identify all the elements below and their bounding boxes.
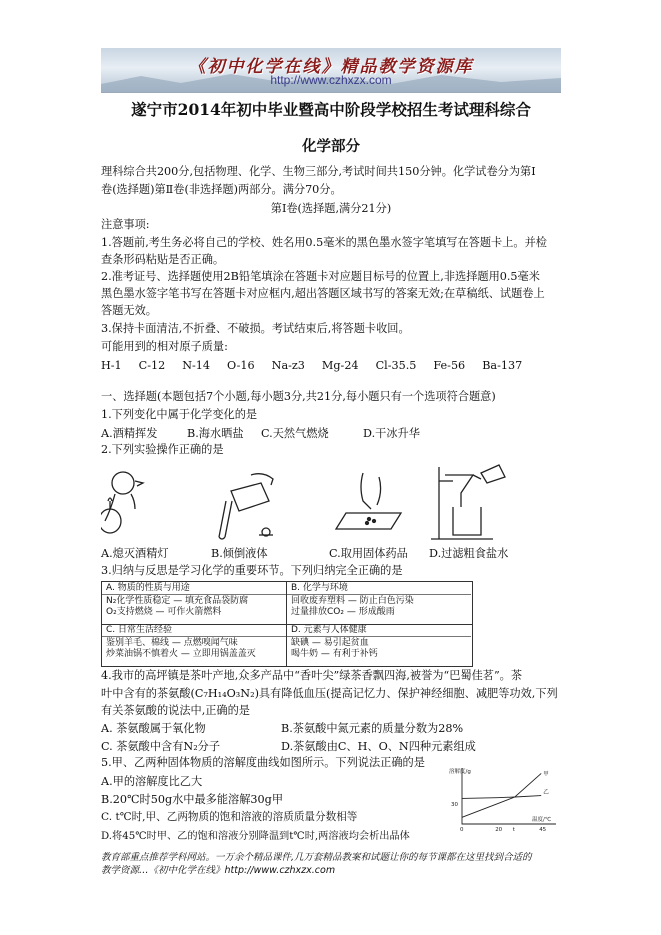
option: B.茶氨酸中氮元素的质量分数为28% — [281, 722, 464, 735]
mass-item: Ba-137 — [482, 359, 523, 372]
x-axis-label: 温度/℃ — [532, 817, 552, 823]
cell-line: 鉴别羊毛、棉线 — 点燃嗅闻气味 — [106, 638, 238, 648]
mass-item: N-14 — [182, 359, 211, 372]
mass-item: O-16 — [227, 359, 255, 372]
x-tick-label: 20 — [495, 827, 503, 833]
option: D.茶氨酸由C、H、O、N四种元素组成 — [281, 740, 476, 753]
option: D.将45℃时甲、乙的饱和溶液分别降温到t℃时,两溶液均会析出晶体 — [101, 831, 410, 842]
cell-line: N₂化学性质稳定 — 填充食品袋防腐 — [106, 596, 249, 606]
series-label: 甲 — [543, 771, 549, 778]
note-line: 2.准考证号、选择题使用2B铅笔填涂在答题卡对应题目标号的位置上,非选择题用0.5毫米 — [101, 270, 540, 283]
note-line: 查条形码粘贴是否正确。 — [101, 253, 225, 266]
cell-line: 过量排放CO₂ — 形成酸雨 — [291, 607, 395, 617]
blow-out-lamp-illustration — [101, 472, 143, 533]
option: D.干冰升华 — [363, 427, 420, 440]
cell-heading: A. 物质的性质与用途 — [102, 583, 286, 595]
cell-line: 炒菜油锅不慎着火 — 立即用锅盖盖灭 — [106, 649, 256, 659]
header-banner — [101, 48, 561, 93]
banner-url[interactable]: http://www.czhxzx.com — [270, 73, 392, 87]
option: C. t℃时,甲、乙两物质的饱和溶液的溶质质量分数相等 — [101, 811, 358, 823]
cell-line: 缺碘 — 易引起贫血 — [291, 638, 369, 648]
part-heading: 一、选择题(本题包括7个小题,每小题3分,共21分,每小题只有一个选项符合题意) — [101, 390, 496, 403]
table-cell — [287, 624, 471, 666]
table-cell — [287, 582, 471, 624]
solubility-chart — [448, 764, 561, 834]
lab-operations-figure — [101, 461, 561, 541]
pour-liquid-illustration — [219, 474, 273, 539]
cell-heading: D. 元素与人体健康 — [287, 625, 471, 637]
option: A. 茶氨酸属于氧化物 — [101, 722, 206, 735]
series-line-1 — [462, 796, 541, 799]
mass-item: Cl-35.5 — [375, 359, 417, 372]
cell-line: 回收废弃塑料 — 防止白色污染 — [291, 596, 414, 606]
q4-options-row — [101, 720, 463, 736]
option: A.甲的溶解度比乙大 — [101, 775, 203, 788]
x-tick-label: 45 — [539, 827, 547, 833]
x-tick-label: 0 — [460, 827, 464, 833]
take-solid-illustration — [336, 473, 401, 529]
option: B.海水晒盐 — [187, 427, 244, 440]
question-text: 有关茶氨酸的说法中,正确的是 — [101, 704, 250, 717]
cell-heading: B. 化学与环境 — [287, 583, 471, 595]
atomic-masses — [101, 359, 561, 372]
mass-item: Fe-56 — [433, 359, 466, 372]
x-tick-label: t — [512, 827, 515, 833]
question-stem: 3.归纳与反思是学习化学的重要环节。下列归纳完全正确的是 — [101, 564, 403, 577]
mass-item: C-12 — [138, 359, 166, 372]
question-stem: 2.下列实验操作正确的是 — [101, 443, 224, 456]
intro-line: 卷(选择题)第Ⅱ卷(非选择题)两部分。满分70分。 — [101, 183, 342, 196]
page-subtitle: 化学部分 — [302, 138, 360, 155]
table-cell — [102, 624, 286, 666]
footer — [101, 851, 561, 877]
y-axis-label: 溶解度/g — [449, 769, 471, 775]
banner-title: 《初中化学在线》精品教学资源库 — [188, 57, 474, 77]
mass-item: H-1 — [101, 359, 122, 372]
option: A.熄灭酒精灯 — [101, 547, 169, 560]
note-line: 黑色墨水签字笔书写在答题卡对应框内,超出答题区域书写的答案无效;在草稿纸、试题卷上 — [101, 287, 545, 300]
note-line: 答题无效。 — [101, 304, 157, 317]
mass-item: Na-z3 — [271, 359, 305, 372]
option: B.倾倒液体 — [211, 547, 268, 560]
section-heading: 第Ⅰ卷(选择题,满分21分) — [270, 202, 392, 215]
page-title: 遂宁市2014年初中毕业暨高中阶段学校招生考试理科综合 — [131, 100, 531, 119]
series-line-0 — [462, 773, 541, 817]
notes-heading: 注意事项: — [101, 218, 150, 231]
axes — [462, 768, 556, 824]
footer-line: 教育部重点推荐学科网站。一万余个精品课件,几万套精品教案和试题让你的每节课都在这里找到合适的 — [101, 852, 532, 863]
option: C.天然气燃烧 — [261, 427, 329, 440]
q3-table — [101, 581, 473, 667]
question-text: 4.我市的高坪镇是茶叶产地,众多产品中“香叶尖”绿茶香飘四海,被誉为“巴蜀佳茗”。茶 — [101, 669, 523, 682]
option: A.酒精挥发 — [101, 427, 158, 440]
cell-line: 喝牛奶 — 有利于补钙 — [291, 649, 378, 659]
table-cell — [102, 582, 286, 624]
option: D.过滤粗食盐水 — [429, 547, 509, 560]
masses-heading: 可能用到的相对原子质量: — [101, 340, 228, 353]
intro-line: 理科综合共200分,包括物理、化学、生物三部分,考试时间共150分钟。化学试卷分为第Ⅰ — [101, 165, 536, 178]
q1-options — [101, 425, 420, 441]
option: C. 茶氨酸中含有N₂分子 — [101, 740, 221, 753]
q4-options-row — [101, 738, 476, 754]
option: B.20℃时50g水中最多能溶解30g甲 — [101, 793, 284, 806]
note-line: 1.答题前,考生务必将自己的学校、姓名用0.5毫米的黑色墨水签字笔填写在答题卡上。并检 — [101, 236, 547, 249]
question-stem: 1.下列变化中属于化学变化的是 — [101, 408, 258, 421]
option: C.取用固体药品 — [329, 547, 408, 560]
question-stem: 5.甲、乙两种固体物质的溶解度曲线如图所示。下列说法正确的是 — [101, 756, 425, 769]
series-label: 乙 — [543, 789, 549, 796]
cell-heading: C. 日常生活经验 — [102, 625, 286, 637]
q2-options — [101, 545, 508, 561]
cell-line: O₂支持燃烧 — 可作火箭燃料 — [106, 607, 222, 617]
mass-item: Mg-24 — [321, 359, 359, 372]
note-line: 3.保持卡面清洁,不折叠、不破损。考试结束后,将答题卡收回。 — [101, 322, 410, 335]
footer-line[interactable]: 教学资源…《初中化学在线》http://www.czhxzx.com — [101, 865, 336, 876]
y-tick-label: 30 — [451, 801, 458, 808]
filtration-illustration — [431, 465, 505, 539]
question-text: 叶中含有的茶氨酸(C₇H₁₄O₃N₂)具有降低血压(提高记忆力、保护神经细胞、减肥等功效,下列 — [101, 687, 558, 700]
